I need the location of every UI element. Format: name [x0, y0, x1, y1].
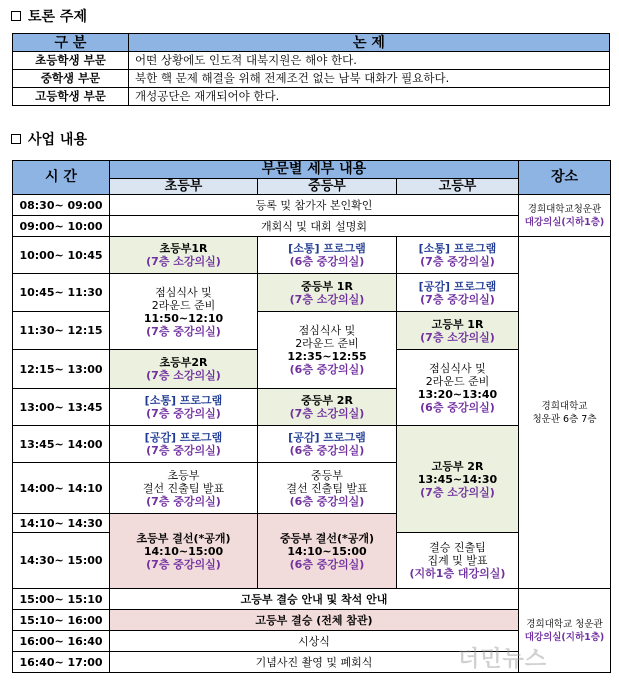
event-room: (6층 중강의실)	[289, 444, 365, 457]
time-cell: 12:15~ 13:00	[13, 350, 110, 389]
event-room: (7층 중강의실)	[420, 255, 495, 268]
event-room: (7층 소강의실)	[146, 369, 221, 382]
header-time: 시 간	[13, 161, 110, 195]
event-title: 초등부	[167, 468, 200, 482]
category-label: 중학생 부문	[13, 70, 129, 88]
schedule-span-cell: 시상식	[110, 631, 519, 652]
event-time: 13:45~14:30	[417, 472, 498, 486]
middle-final-cell	[258, 514, 397, 589]
event-room: (7층 소강의실)	[289, 292, 365, 306]
event-time: 12:35~12:55	[287, 350, 367, 363]
category-label: 초등학생 부문	[13, 52, 129, 70]
high-results-cell	[397, 533, 519, 589]
header-place: 장소	[519, 161, 611, 195]
middle-sotong-cell	[258, 237, 397, 274]
subheader-elementary: 초등부	[110, 179, 258, 195]
event-title: [공감] 프로그램	[288, 431, 366, 444]
high-sotong-cell	[397, 237, 519, 274]
event-title: 결선 진출팀 발표	[142, 481, 225, 495]
schedule-span-cell: 등록 및 참가자 본인확인	[110, 195, 519, 216]
topic-text: 개성공단은 재개되어야 한다.	[129, 88, 610, 106]
elementary-sotong-cell	[110, 389, 258, 426]
event-title: 중등부 결선(*공개)	[279, 531, 375, 545]
event-time: 11:50~12:10	[143, 311, 224, 325]
high-2r-cell	[397, 426, 519, 533]
event-title: [공감] 프로그램	[144, 431, 223, 444]
elementary-lunch-cell	[110, 274, 258, 350]
event-title: 점심식사 및	[298, 324, 356, 337]
event-room: (6층 중강의실)	[289, 494, 365, 508]
event-title: 2라운드 준비	[151, 298, 216, 312]
schedule-span-cell: 개회식 및 대회 설명회	[110, 216, 519, 237]
schedule-span-cell: 고등부 결승 안내 및 착석 안내	[110, 589, 519, 610]
event-room: (지하1층 대강의실)	[409, 567, 506, 580]
event-room: (6층 중강의실)	[289, 557, 365, 571]
event-title: 초등부2R	[159, 356, 208, 369]
event-room: (7층 중강의실)	[146, 444, 221, 457]
place-text: 경희대학교	[541, 400, 588, 412]
watermark: 더민뉴스	[458, 647, 548, 672]
high-gonggam-cell	[397, 274, 519, 312]
event-room: (7층 소강의실)	[420, 330, 495, 344]
event-title: [소통] 프로그램	[288, 242, 366, 255]
elementary-finalist-cell	[110, 463, 258, 514]
event-title: 2라운드 준비	[425, 374, 490, 388]
event-room: (7층 중강의실)	[146, 407, 221, 420]
event-title: 중등부 2R	[301, 394, 353, 407]
header-content: 부문별 세부 내용	[110, 161, 519, 179]
schedule-table	[12, 160, 611, 673]
event-title: 집계 및 발표	[427, 554, 488, 567]
middle-lunch-cell	[258, 312, 397, 389]
time-cell: 10:45~ 11:30	[13, 274, 110, 312]
subheader-high: 고등부	[397, 179, 519, 195]
event-room: (6층 중강의실)	[420, 400, 495, 414]
elementary-final-cell	[110, 514, 258, 589]
event-title: 초등부1R	[159, 242, 208, 255]
topic-table	[12, 33, 610, 106]
event-room: (7층 중강의실)	[146, 494, 221, 508]
event-time: 13:20~13:40	[417, 387, 498, 401]
subheader-middle: 중등부	[258, 179, 397, 195]
event-time: 14:10~15:00	[143, 544, 224, 558]
topic-text: 어떤 상황에도 인도적 대북지원은 해야 한다.	[129, 52, 610, 70]
header-topic: 논 제	[129, 34, 610, 52]
event-room: (6층 중강의실)	[289, 255, 365, 268]
time-cell: 16:40~ 17:00	[13, 652, 110, 673]
event-room: (6층 중강의실)	[289, 363, 365, 376]
event-title: 고등부 1R	[431, 317, 484, 331]
event-time: 14:10~15:00	[287, 544, 367, 558]
event-title: 결승 진출팀	[429, 541, 486, 554]
checkbox-square-icon	[11, 134, 21, 144]
event-room: (7층 중강의실)	[146, 557, 221, 571]
place-text: 경희대학교 청운관	[526, 618, 603, 630]
high-lunch-cell	[397, 350, 519, 426]
event-room: (7층 소강의실)	[420, 485, 495, 499]
event-title: 중등부	[311, 468, 343, 482]
table-header-row	[13, 34, 610, 52]
time-cell: 10:00~ 10:45	[13, 237, 110, 274]
time-cell: 15:00~ 15:10	[13, 589, 110, 610]
section-title-program	[11, 129, 87, 149]
event-title: 초등부 결선(*공개)	[136, 531, 231, 545]
event-title: [소통] 프로그램	[144, 394, 223, 407]
schedule-span-cell: 기념사진 촬영 및 폐회식	[110, 652, 519, 673]
topic-text: 북한 핵 문제 해결을 위해 전제조건 없는 남북 대화가 필요하다.	[129, 70, 610, 88]
event-title: 점심식사 및	[155, 285, 212, 299]
place-floor-text: 청운관 6층 7층	[532, 413, 597, 425]
category-label: 고등학생 부문	[13, 88, 129, 106]
event-title: 2라운드 준비	[295, 337, 359, 350]
elementary-gonggam-cell	[110, 426, 258, 463]
middle-gonggam-cell	[258, 426, 397, 463]
time-cell: 13:00~ 13:45	[13, 389, 110, 426]
high-1r-cell	[397, 312, 519, 350]
time-cell: 15:10~ 16:00	[13, 610, 110, 631]
place-room-text: 대강의실(지하1층)	[524, 216, 605, 228]
schedule-span-cell: 고등부 결승 (전체 참관)	[110, 610, 519, 631]
event-title: 결선 진출팀 발표	[286, 481, 368, 495]
time-cell: 14:10~ 14:30	[13, 514, 110, 533]
middle-1r-cell	[258, 274, 397, 312]
table-row	[13, 52, 610, 70]
event-room: (7층 중강의실)	[420, 292, 495, 306]
event-room: (7층 중강의실)	[146, 324, 221, 338]
elementary-1r-cell	[110, 237, 258, 274]
middle-finalist-cell	[258, 463, 397, 514]
event-title: 점심식사 및	[429, 361, 486, 375]
middle-2r-cell	[258, 389, 397, 426]
header-category: 구 분	[13, 34, 129, 52]
time-cell: 13:45~ 14:00	[13, 426, 110, 463]
section-title-text: 사업 내용	[28, 132, 87, 148]
time-cell: 11:30~ 12:15	[13, 312, 110, 350]
event-room: (7층 소강의실)	[146, 255, 221, 268]
time-cell: 08:30~ 09:00	[13, 195, 110, 216]
time-cell: 09:00~ 10:00	[13, 216, 110, 237]
place-cell	[519, 237, 611, 589]
elementary-2r-cell	[110, 350, 258, 389]
time-cell: 14:30~ 15:00	[13, 533, 110, 589]
checkbox-square-icon	[11, 11, 21, 21]
event-title: [소통] 프로그램	[418, 242, 497, 255]
event-room: (7층 소강의실)	[289, 407, 365, 420]
place-text: 경희대학교청운관	[527, 203, 602, 215]
section-title-topic	[11, 6, 87, 26]
time-cell: 16:00~ 16:40	[13, 631, 110, 652]
table-row	[13, 70, 610, 88]
event-title: 중등부 1R	[301, 279, 353, 293]
time-cell: 14:00~ 14:10	[13, 463, 110, 514]
place-room-text: 대강의실(지하1층)	[524, 631, 605, 643]
table-row	[13, 88, 610, 106]
section-title-text: 토론 주제	[28, 9, 87, 25]
place-cell	[519, 195, 611, 237]
event-title: 고등부 2R	[431, 459, 484, 473]
event-title: [공감] 프로그램	[418, 279, 497, 293]
